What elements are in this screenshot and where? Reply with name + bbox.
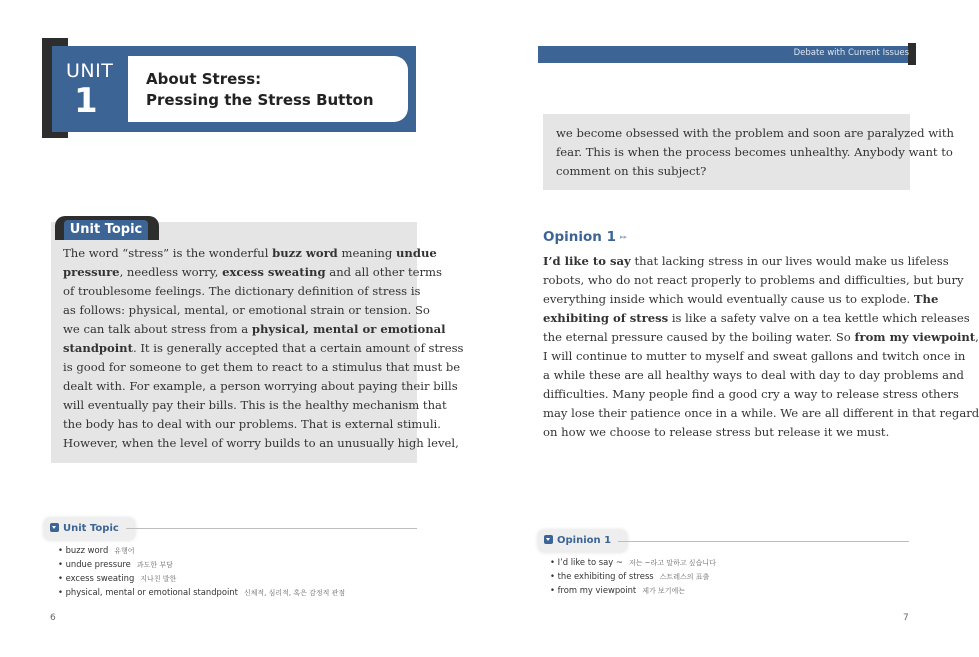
text-run: on how we choose to release stress but release it we must. [543, 425, 890, 439]
text-run: is like a safety valve on a tea kettle which releases [668, 311, 970, 325]
text-run: that lacking stress in our lives would make us lifeless [630, 254, 949, 268]
vocab-list-opinion [550, 556, 716, 598]
opinion-heading [543, 229, 627, 245]
key-phrase: physical, mental or emotional [251, 322, 446, 336]
text-line [63, 320, 446, 339]
text-run: may lose their patience once in a while. We are all different in that regard [543, 406, 979, 420]
opinion-heading-label: Opinion 1 [543, 229, 616, 245]
vocab-item [58, 558, 345, 572]
text-line: comment on this subject? [556, 164, 707, 178]
text-line [63, 434, 459, 453]
vocab-translation: 지나친 발한 [140, 575, 177, 583]
page-number-right: 7 [903, 613, 909, 623]
text-run: the eternal pressure caused by the boiling water. So [543, 330, 855, 344]
vocab-divider [618, 541, 909, 542]
vocab-term: • I’d like to say ~ [550, 557, 623, 567]
unit-topic-body [63, 244, 464, 453]
vocab-item [58, 544, 345, 558]
double-arrow-icon: ▸▸ [619, 233, 628, 241]
vocab-tab-label: Unit Topic [63, 523, 119, 534]
vocab-term: • excess sweating [58, 573, 135, 583]
text-run: The word “stress” is the wonderful [63, 246, 273, 260]
key-phrase: I’d like to say [543, 254, 631, 268]
unit-title [146, 69, 374, 111]
page-number-left: 6 [50, 613, 56, 623]
unit-title-line-2: Pressing the Stress Button [146, 91, 374, 109]
vocab-item [550, 584, 716, 598]
text-run: I will continue to mutter to myself and sweat gallons and twitch once in [543, 349, 966, 363]
text-line [543, 252, 949, 271]
text-line [543, 347, 966, 366]
vocab-term: • physical, mental or emotional standpoint [58, 587, 238, 597]
vocab-item [550, 570, 716, 584]
unit-topic-tag: Unit Topic [64, 220, 148, 240]
text-run: is good for someone to get them to react to a stimulus that must be [63, 360, 461, 374]
key-phrase: The [913, 292, 939, 306]
text-line [63, 358, 461, 377]
vocab-tab-label: Opinion 1 [557, 535, 612, 546]
vocab-item [58, 572, 345, 586]
text-run: of troublesome feelings. The dictionary definition of stress is [63, 284, 421, 298]
vocab-tab-opinion [538, 530, 627, 552]
text-line [543, 366, 964, 385]
text-run: , needless worry, [119, 265, 223, 279]
unit-title-line-1: About Stress: [146, 70, 262, 88]
text-line [543, 271, 964, 290]
key-phrase: from my viewpoint [854, 330, 976, 344]
text-run: and all other terms [325, 265, 442, 279]
text-run: meaning [337, 246, 396, 260]
vocab-list-unit-topic [58, 544, 345, 600]
text-line [543, 423, 910, 442]
text-run: we can talk about stress from a [63, 322, 252, 336]
text-run: robots, who do not react properly to problems and difficulties, but bury [543, 273, 964, 287]
vocab-term: • from my viewpoint [550, 585, 637, 595]
text-line [63, 263, 442, 282]
text-line [543, 290, 939, 309]
key-phrase: undue [396, 246, 437, 260]
key-phrase: exhibiting of stress [543, 311, 669, 325]
vocab-term: • the exhibiting of stress [550, 571, 654, 581]
key-phrase: standpoint [63, 341, 133, 355]
text-line [63, 244, 437, 263]
text-run: a while these are all healthy ways to deal with day to day problems and [543, 368, 964, 382]
running-header-end [908, 43, 916, 65]
text-run: dealt with. For example, a person worrying about paying their bills [63, 379, 458, 393]
vocab-divider [126, 528, 417, 529]
text-line [543, 385, 959, 404]
vocab-term: • undue pressure [58, 559, 131, 569]
text-line [543, 404, 979, 423]
key-phrase: pressure [63, 265, 120, 279]
vocab-translation: 신체적, 심리적, 혹은 감정적 관점 [243, 589, 346, 597]
vocab-term: • buzz word [58, 545, 109, 555]
text-run: difficulties. Many people find a good cry a way to release stress others [543, 387, 959, 401]
vocab-item [550, 556, 716, 570]
unit-label: UNIT [66, 60, 114, 82]
text-run: everything inside which would eventually cause us to explode. [543, 292, 914, 306]
chevron-down-icon [544, 535, 553, 544]
text-run: as follows: physical, mental, or emotional strain or tension. So [63, 303, 430, 317]
vocab-translation: 제가 보기에는 [642, 587, 685, 595]
key-phrase: buzz word [272, 246, 338, 260]
vocab-translation: 저는 ~라고 말하고 싶습니다 [628, 559, 716, 567]
text-line [63, 377, 458, 396]
text-run: will eventually pay their bills. This is the healthy mechanism that [63, 398, 447, 412]
text-run: the body has to deal with our problems. That is external stimuli. [63, 417, 441, 431]
vocab-translation: 과도한 부담 [136, 561, 173, 569]
vocab-item [58, 586, 345, 600]
text-line [63, 396, 447, 415]
text-line [63, 415, 441, 434]
unit-number: 1 [74, 81, 98, 121]
text-line: fear. This is when the process becomes unhealthy. Anybody want to [556, 145, 953, 159]
continued-topic-body [556, 124, 955, 181]
text-line [63, 282, 421, 301]
text-run: However, when the level of worry builds to an unusually high level, [63, 436, 459, 450]
vocab-translation: 스트레스의 표출 [659, 573, 710, 581]
text-run: , [975, 330, 979, 344]
opinion-body [543, 252, 979, 442]
text-line [543, 328, 979, 347]
text-run: . It is generally accepted that a certain amount of stress [132, 341, 464, 355]
key-phrase: excess sweating [222, 265, 326, 279]
running-header-text: Debate with Current Issues [793, 48, 909, 58]
text-line [63, 339, 464, 358]
text-line [543, 309, 970, 328]
vocab-tab-unit-topic [44, 518, 135, 540]
text-line: we become obsessed with the problem and soon are paralyzed with [556, 126, 955, 140]
text-line [63, 301, 430, 320]
chevron-down-icon [50, 523, 59, 532]
vocab-translation: 유행어 [114, 547, 135, 555]
